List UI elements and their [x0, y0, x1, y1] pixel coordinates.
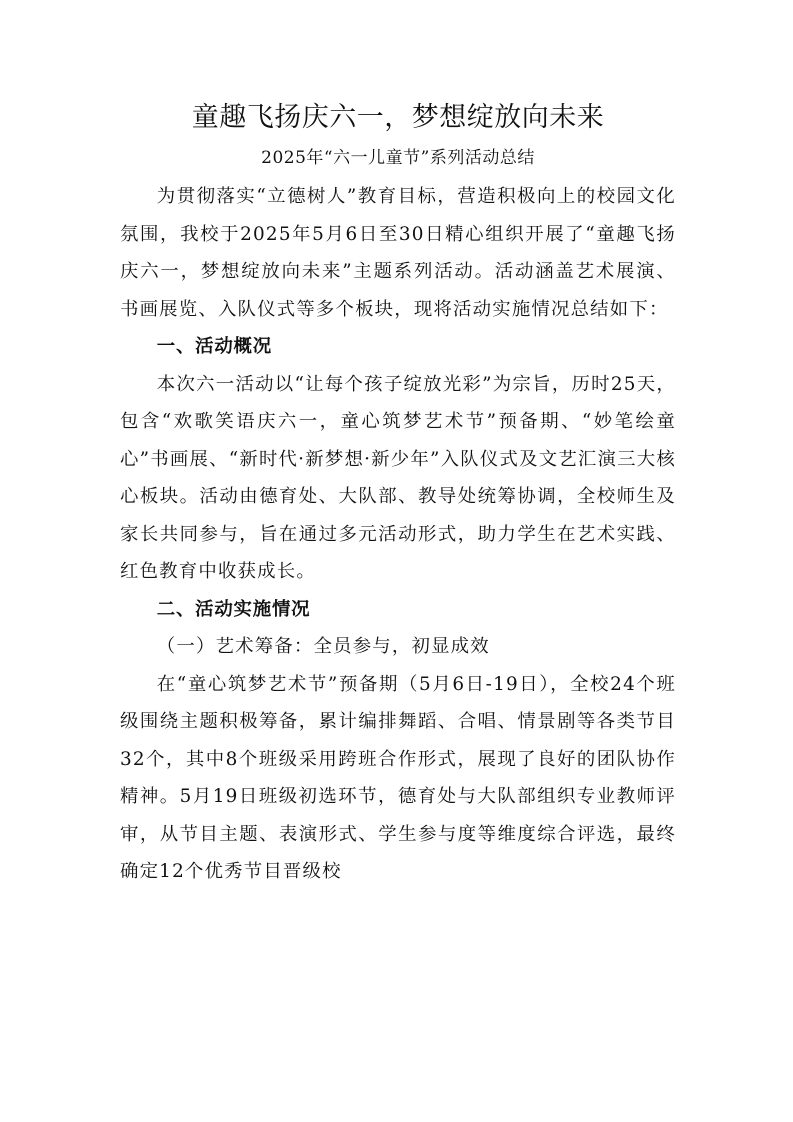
section-heading-implementation: 二、活动实施情况 — [156, 598, 311, 620]
intro-paragraph: 为贯彻落实“立德树人”教育目标，营造积极向上的校园文化氛围，我校于2025年5月6日至30日精心组织开展了“童趣飞扬庆六一，梦想绽放向未来”主题系列活动。活动涵盖艺术展演、书画展览、入队仪式等多个板块，现将活动实施情况总结如下： — [120, 186, 676, 320]
subsection-heading-art-preparation: （一）艺术筹备：全员参与，初显成效 — [156, 636, 490, 657]
document-title: 童趣飞扬庆六一，梦想绽放向未来 — [191, 102, 605, 133]
document-subtitle: 2025年“六一儿童节”系列活动总结 — [261, 148, 535, 168]
art-preparation-paragraph: 在“童心筑梦艺术节”预备期（5月6日-19日），全校24个班级围绕主题积极筹备，累计编排舞蹈、合唱、情景剧等各类节目32个，其中8个班级采用跨班合作形式，展现了良好的团队协作精神。5月19日班级初选环节，德育处与大队部组织专业教师评审，从节目主题、表演形式、学生参与度等维度综合评选，最终确定12个优秀节目晋级校 — [120, 673, 676, 882]
overview-paragraph: 本次六一活动以“让每个孩子绽放光彩”为宗旨，历时25天，包含“欢歌笑语庆六一，童心筑梦艺术节”预备期、“妙笔绘童心”书画展、“新时代·新梦想·新少年”入队仪式及文艺汇演三大核心板块。活动由德育处、大队部、教导处统筹协调，全校师生及家长共同参与，旨在通过多元活动形式，助力学生在艺术实践、红色教育中收获成长。 — [120, 373, 676, 582]
document-body — [120, 96, 676, 891]
section-heading-overview: 一、活动概况 — [156, 336, 272, 357]
